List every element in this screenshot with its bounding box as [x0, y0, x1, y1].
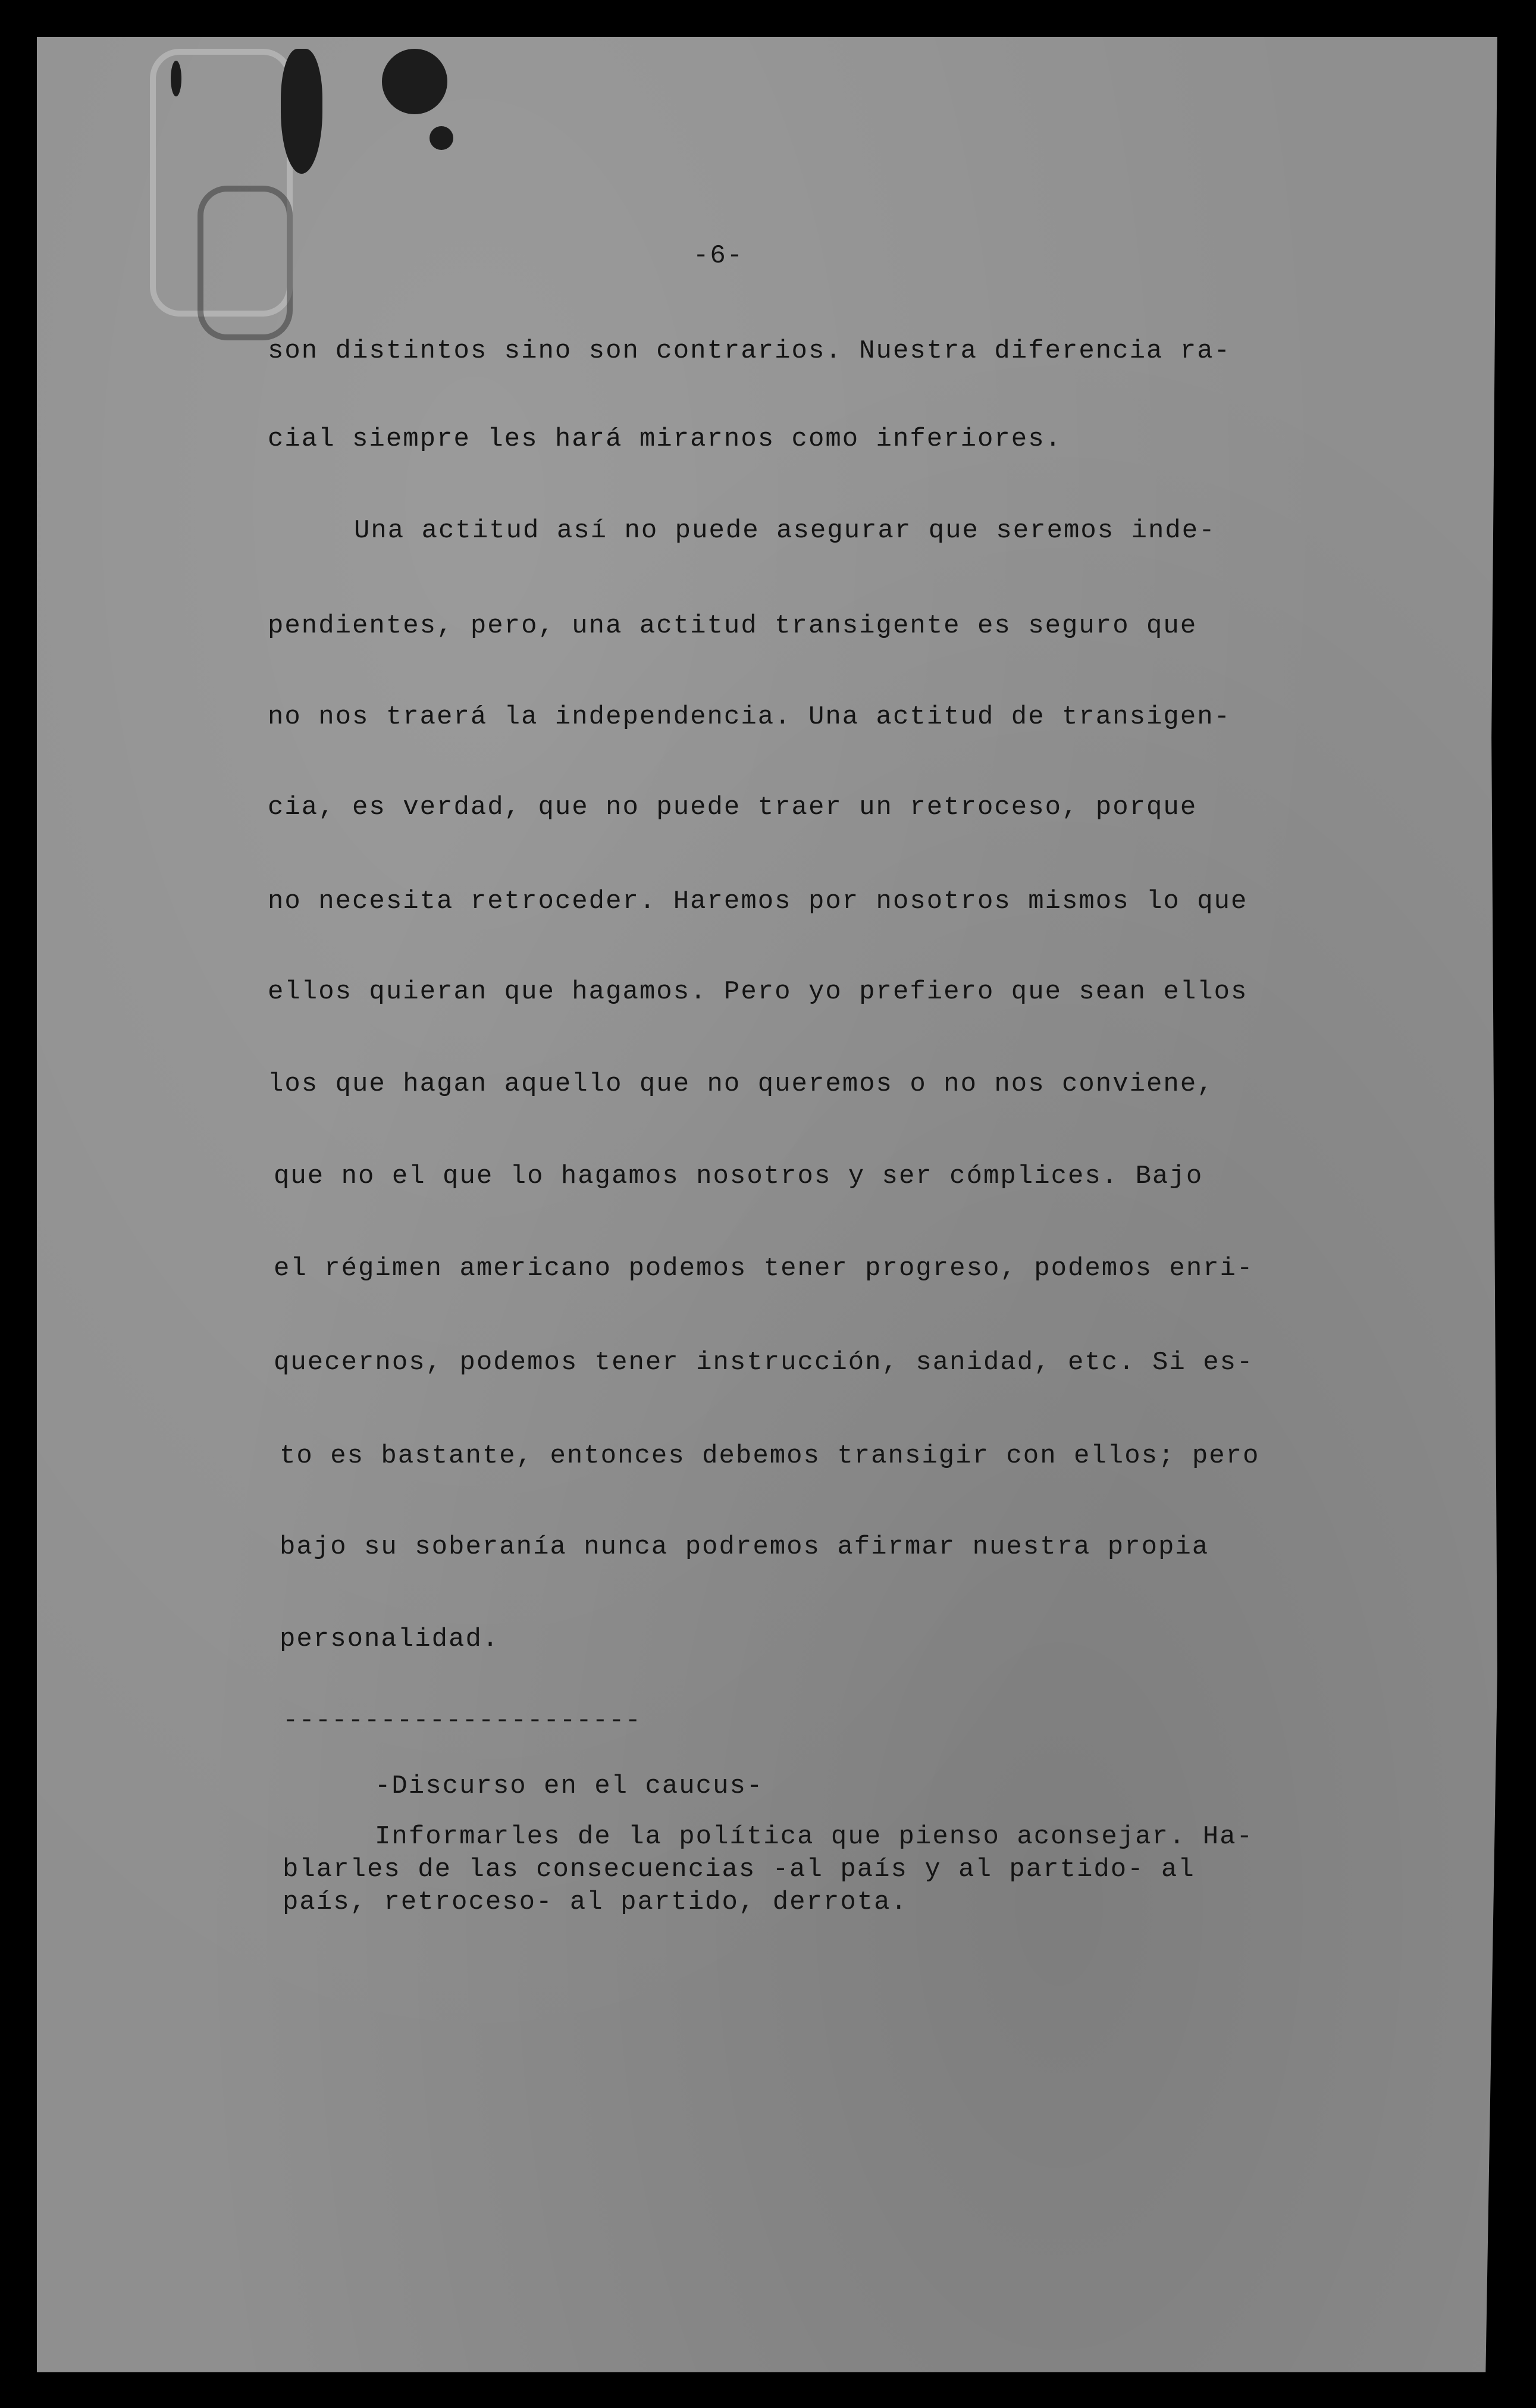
- ink-stain: [171, 61, 181, 96]
- body-line: cial siempre les hará mirarnos como inferiores.: [268, 424, 1062, 454]
- note-title: -Discurso en el caucus-: [375, 1771, 764, 1801]
- body-line: cia, es verdad, que no puede traer un retroceso, porque: [268, 793, 1198, 822]
- body-line: personalidad.: [280, 1624, 500, 1654]
- body-line: bajo su soberanía nunca podremos afirmar nuestra propia: [280, 1532, 1209, 1562]
- body-line: los que hagan aquello que no queremos o no nos conviene,: [268, 1069, 1214, 1099]
- note-line: Informarles de la política que pienso aconsejar. Ha-: [375, 1822, 1254, 1852]
- page-number: -6-: [693, 241, 744, 271]
- body-line: to es bastante, entonces debemos transigir con ellos; pero: [280, 1441, 1260, 1471]
- paper-clip-shadow: [198, 186, 293, 340]
- note-line: blarles de las consecuencias -al país y al partido- al: [283, 1855, 1195, 1884]
- ink-stain: [281, 49, 322, 174]
- body-line: quecernos, podemos tener instrucción, sanidad, etc. Si es-: [274, 1348, 1254, 1377]
- body-line: el régimen americano podemos tener progreso, podemos enri-: [274, 1254, 1254, 1283]
- document-page: [37, 37, 1497, 2372]
- ink-stain: [382, 49, 447, 114]
- body-line: Una actitud así no puede asegurar que seremos inde-: [354, 516, 1216, 546]
- separator-line: ----------------------: [283, 1706, 641, 1736]
- body-line: pendientes, pero, una actitud transigente es seguro que: [268, 611, 1198, 641]
- ink-stain: [430, 126, 453, 150]
- body-line: que no el que lo hagamos nosotros y ser cómplices. Bajo: [274, 1161, 1203, 1191]
- body-line: ellos quieran que hagamos. Pero yo prefiero que sean ellos: [268, 977, 1248, 1007]
- body-line: son distintos sino son contrarios. Nuestra diferencia ra-: [268, 336, 1231, 366]
- body-line: no nos traerá la independencia. Una actitud de transigen-: [268, 702, 1231, 732]
- note-line: país, retroceso- al partido, derrota.: [283, 1887, 908, 1917]
- body-line: no necesita retroceder. Haremos por nosotros mismos lo que: [268, 887, 1248, 916]
